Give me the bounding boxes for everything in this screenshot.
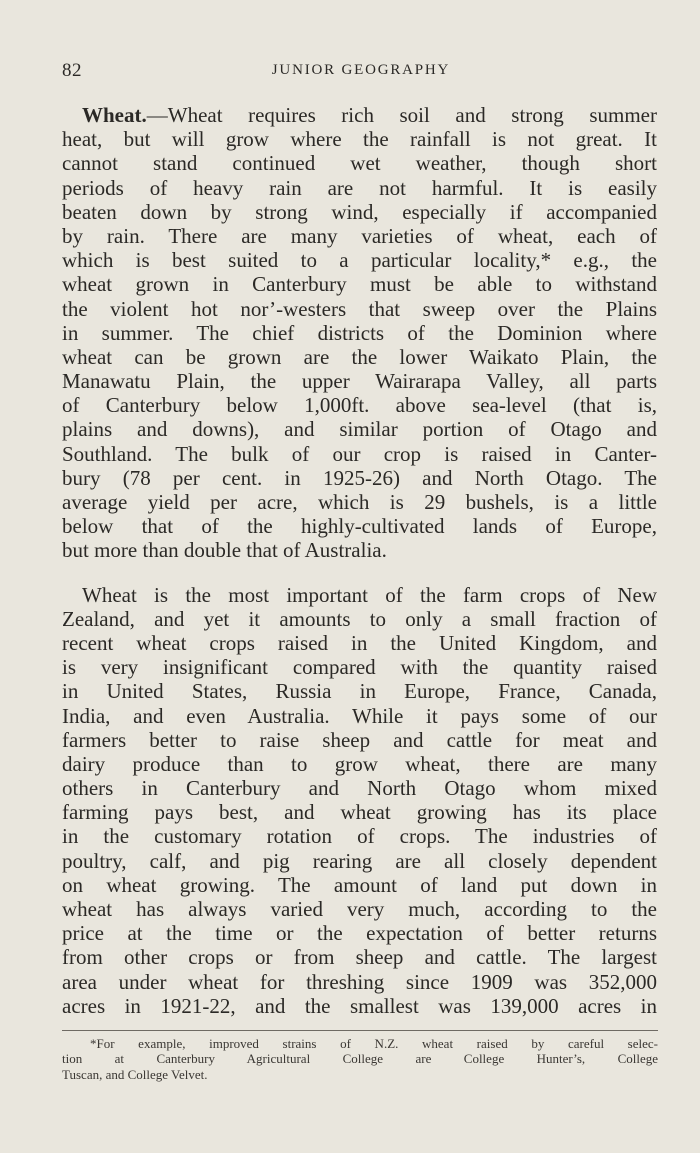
text-line: Manawatu Plain, the upper Wairarapa Valley, all parts (62, 369, 657, 394)
text-line: the violent hot nor’-westers that sweep over the Plains (62, 296, 657, 321)
text-line: Southland. The bulk of our crop is raised in Canter- (62, 441, 657, 466)
running-head (62, 60, 660, 86)
text-line: beaten down by strong wind, especially if accompanied (62, 199, 657, 224)
footnote (62, 1036, 658, 1082)
text-line: area under wheat for threshing since 1909 was 352,000 (62, 969, 657, 994)
text-line: in United States, Russia in Europe, France, Canada, (62, 679, 657, 704)
text-line: periods of heavy rain are not harmful. It is easily (62, 175, 657, 200)
text-line: Wheat is the most important of the farm crops of New (82, 582, 657, 607)
running-title: JUNIOR GEOGRAPHY (271, 62, 451, 78)
footnote-line: tion at Canterbury Agricultural College are College Hunter’s, College (62, 1051, 658, 1067)
section-heading: Wheat. (82, 103, 147, 127)
text-line: dairy produce than to grow wheat, there are many (62, 751, 657, 776)
paragraph-wheat-requirements (62, 103, 657, 563)
text-line: is very insignificant compared with the quantity raised (62, 655, 657, 680)
text-line: Zealand, and yet it amounts to only a small fraction of (62, 606, 657, 631)
text-line: which is best suited to a particular locality,* e.g., the (62, 248, 657, 273)
text-line: acres in 1921-22, and the smallest was 139,000 acres in (62, 993, 657, 1018)
text-line: on wheat growing. The amount of land put down in (62, 872, 657, 897)
body-text (62, 103, 657, 1018)
text-line: wheat has always varied very much, according to the (62, 897, 657, 921)
text-line: others in Canterbury and North Otago whom mixed (62, 776, 657, 801)
paragraph-wheat-importance (62, 583, 657, 1018)
text-line: in summer. The chief districts of the Dominion where (62, 320, 657, 345)
text-line: average yield per acre, which is 29 bushels, is a little (62, 490, 657, 514)
text-line: India, and even Australia. While it pays some of our (62, 703, 657, 728)
page-number: 82 (62, 60, 82, 81)
footnote-divider (62, 1030, 658, 1031)
text-line: cannot stand continued wet weather, though short (62, 151, 657, 176)
text-line: Wheat.—Wheat requires rich soil and strong summer (82, 103, 657, 127)
text-line: bury (78 per cent. in 1925-26) and North Otago. The (62, 465, 657, 490)
text-line: by rain. There are many varieties of wheat, each of (62, 223, 657, 248)
text-line: farming pays best, and wheat growing has its place (62, 800, 657, 825)
text-line: poultry, calf, and pig rearing are all closely dependent (62, 848, 657, 873)
text-line: but more than double that of Australia. (62, 538, 387, 563)
text-line: in the customary rotation of crops. The industries of (62, 824, 657, 849)
footnote-line: *For example, improved strains of N.Z. wheat raised by careful selec- (90, 1036, 658, 1051)
text-line: recent wheat crops raised in the United Kingdom, and (62, 630, 657, 655)
paragraph-gap (62, 563, 657, 583)
text-line: plains and downs), and similar portion of Otago and (62, 417, 657, 442)
text-line: farmers better to raise sheep and cattle for meat and (62, 727, 657, 752)
text-line: of Canterbury below 1,000ft. above sea-level (that is, (62, 393, 657, 418)
text-line: from other crops or from sheep and cattle. The largest (62, 945, 657, 970)
text-line: price at the time or the expectation of better returns (62, 921, 657, 946)
text-line: heat, but will grow where the rainfall is not great. It (62, 127, 657, 152)
text-line: wheat grown in Canterbury must be able to withstand (62, 272, 657, 297)
footnote-line: Tuscan, and College Velvet. (62, 1066, 208, 1082)
text-line: wheat can be grown are the lower Waikato Plain, the (62, 344, 657, 369)
text-line: below that of the highly-cultivated lands of Europe, (62, 514, 657, 539)
